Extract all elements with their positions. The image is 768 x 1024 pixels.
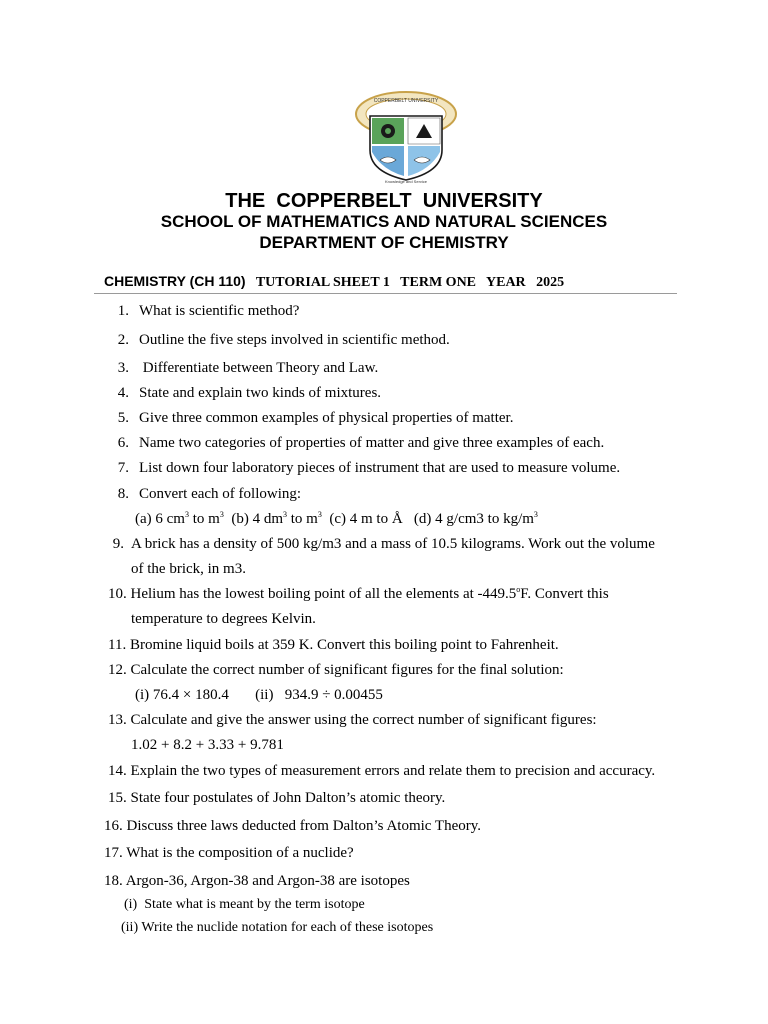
question-text: Outline the five steps involved in scientific method. xyxy=(139,332,450,348)
question-12 xyxy=(108,661,564,679)
question-8 xyxy=(112,485,301,503)
question-text: Helium has the lowest boiling point of all the elements at -449.5 xyxy=(130,586,517,602)
question-number: 4. xyxy=(117,385,129,401)
question-1 xyxy=(112,302,299,320)
question-10-continued: temperature to degrees Kelvin. xyxy=(131,611,316,627)
question-text: Calculate the correct number of significant figures for the final solution: xyxy=(130,662,564,678)
question-8-parts: (a) 6 $cm^3$ to $m^3$ (b) 4 $dm^3$ to $m^3$ (c) 4 m to Å (d) 4 g/cm3 to $kg/m^3$ xyxy=(135,510,538,527)
question-number: 15. xyxy=(108,790,127,806)
question-number: 13. xyxy=(108,712,127,728)
university-crest-logo xyxy=(352,88,460,184)
university-title: THE COPPERBELT UNIVERSITY xyxy=(225,190,543,212)
question-13 xyxy=(108,711,597,729)
department-name: DEPARTMENT OF CHEMISTRY xyxy=(259,233,509,252)
question-text: What is the composition of a nuclide? xyxy=(126,845,354,861)
question-text: State four postulates of John Dalton’s atomic theory. xyxy=(130,790,446,806)
question-text: Calculate and give the answer using the correct number of significant figures: xyxy=(130,712,597,728)
question-text: Convert each of following: xyxy=(139,486,302,502)
question-number: 11. xyxy=(108,637,127,653)
question-text: Differentiate between Theory and Law. xyxy=(139,360,379,376)
question-text: Name two categories of properties of matter and give three examples of each. xyxy=(139,435,605,451)
question-number: 8. xyxy=(117,486,129,502)
question-number: 17. xyxy=(104,845,123,861)
question-number: 2. xyxy=(117,332,129,348)
question-number: 10. xyxy=(108,586,127,602)
question-number: 9. xyxy=(112,536,124,552)
question-text: Explain the two types of measurement errors and relate them to precision and accuracy. xyxy=(130,763,656,779)
question-number: 14. xyxy=(108,763,127,779)
svg-text:Knowledge and Service: Knowledge and Service xyxy=(384,179,428,184)
question-number: 12. xyxy=(108,662,127,678)
question-16 xyxy=(104,817,481,835)
question-text: Bromine liquid boils at 359 K. Convert this boiling point to Fahrenheit. xyxy=(129,637,559,653)
question-9-continued: of the brick, in m3. xyxy=(131,561,246,577)
question-2 xyxy=(112,331,450,349)
question-number: 5. xyxy=(117,410,129,426)
question-text: List down four laboratory pieces of instrument that are used to measure volume. xyxy=(139,460,621,476)
question-17 xyxy=(104,844,354,862)
question-11 xyxy=(108,636,559,654)
question-18 xyxy=(104,872,410,890)
question-number: 1. xyxy=(117,303,129,319)
header-divider xyxy=(94,293,677,294)
question-text: A brick has a density of 500 kg/m3 and a mass of 10.5 kilograms. Work out the volume xyxy=(131,536,655,552)
question-3 xyxy=(112,359,378,377)
course-details: TUTORIAL SHEET 1 TERM ONE YEAR 2025 xyxy=(245,275,565,290)
question-10: 10. Helium has the lowest boiling point of all the elements at -449.5$^o$F. Convert this xyxy=(108,585,609,602)
question-18-part-ii: (ii) Write the nuclide notation for each of these isotopes xyxy=(121,920,434,935)
question-15 xyxy=(108,789,445,807)
question-13-expression: 1.02 + 8.2 + 3.33 + 9.781 xyxy=(131,737,284,753)
question-text: State and explain two kinds of mixtures. xyxy=(139,385,382,401)
question-4 xyxy=(112,384,381,402)
question-12-parts: (i) 76.4 × 180.4 (ii) 934.9 ÷ 0.00455 xyxy=(135,687,383,703)
question-text: Argon-36, Argon-38 and Argon-38 are isotopes xyxy=(125,873,410,889)
question-text: Discuss three laws deducted from Dalton’s Atomic Theory. xyxy=(126,818,482,834)
course-heading xyxy=(104,273,564,291)
question-7 xyxy=(112,459,620,477)
question-number: 7. xyxy=(117,460,129,476)
question-6 xyxy=(112,434,604,452)
question-text: What is scientific method? xyxy=(139,303,300,319)
question-text: Give three common examples of physical properties of matter. xyxy=(139,410,514,426)
course-code: CHEMISTRY (CH 110) xyxy=(104,273,246,289)
question-number: 18. xyxy=(104,873,123,889)
question-number: 3. xyxy=(117,360,129,376)
svg-text:COPPERBELT UNIVERSITY: COPPERBELT UNIVERSITY xyxy=(373,98,439,104)
question-number: 16. xyxy=(104,818,123,834)
question-18-part-i: (i) State what is meant by the term isotope xyxy=(124,897,365,912)
question-number: 6. xyxy=(117,435,129,451)
question-5 xyxy=(112,409,513,427)
question-9 xyxy=(112,535,655,553)
question-14 xyxy=(108,762,655,780)
school-name: SCHOOL OF MATHEMATICS AND NATURAL SCIENCES xyxy=(160,212,608,231)
